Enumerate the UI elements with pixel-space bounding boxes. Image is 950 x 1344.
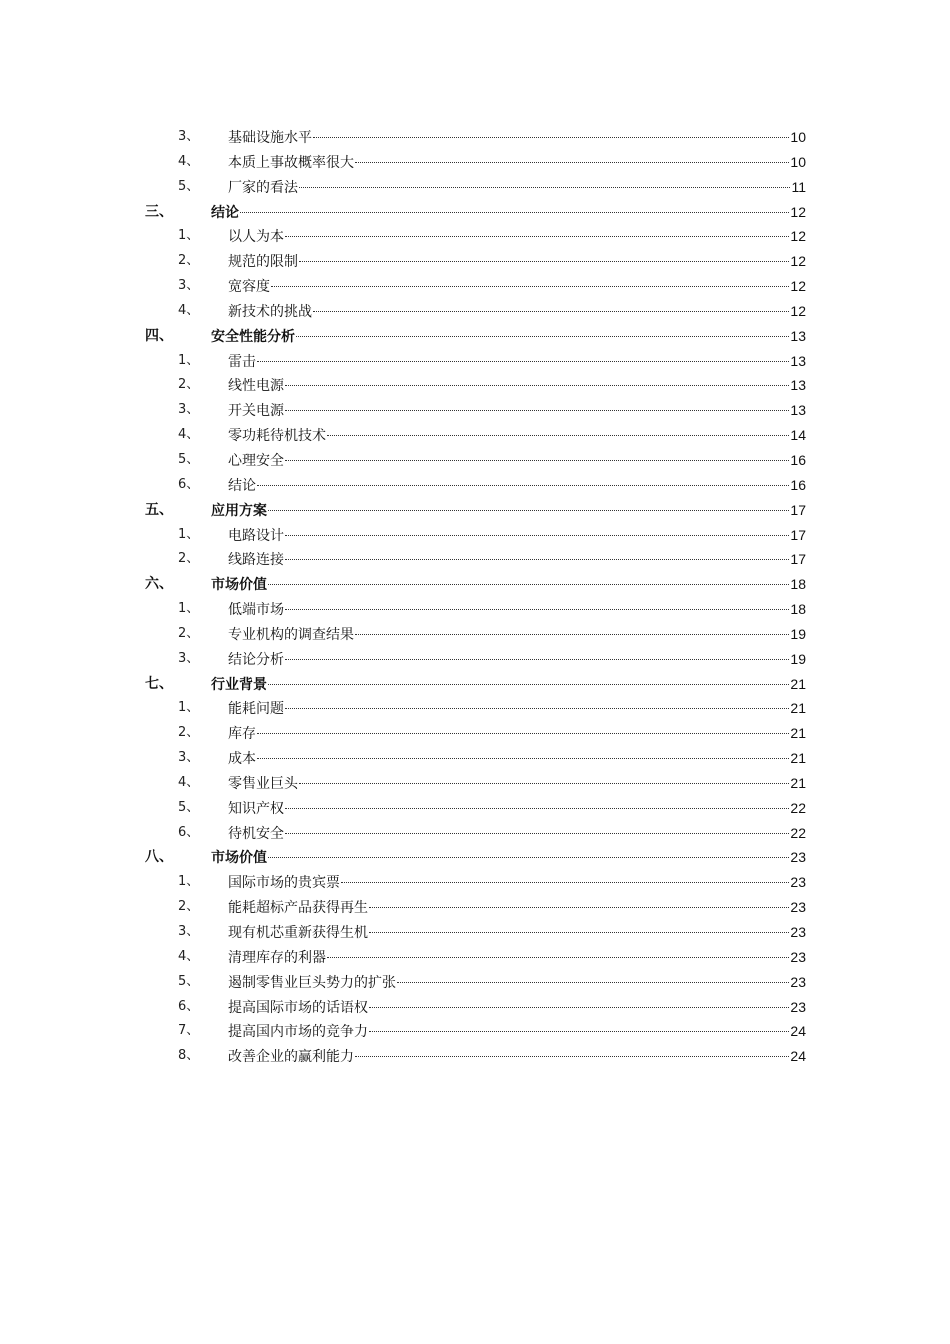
toc-entry-line xyxy=(228,746,806,772)
toc-subsection-entry[interactable] xyxy=(0,895,950,920)
toc-subsection-entry[interactable] xyxy=(0,125,950,150)
toc-subsection-entry[interactable] xyxy=(0,696,950,721)
toc-subsection-entry[interactable] xyxy=(0,1019,950,1044)
toc-subsection-entry[interactable] xyxy=(0,771,950,796)
toc-entry-title[interactable]: 厂家的看法 xyxy=(228,179,298,196)
dot-leader xyxy=(285,832,789,834)
toc-entry-line xyxy=(228,945,806,971)
toc-entry-title[interactable]: 库存 xyxy=(228,726,256,743)
toc-page-number[interactable]: 12 xyxy=(790,253,806,270)
toc-entry-title[interactable]: 基础设施水平 xyxy=(228,130,312,146)
toc-entry-number: 六、 xyxy=(145,576,173,593)
toc-entry-title[interactable]: 成本 xyxy=(228,751,256,768)
dot-leader xyxy=(285,409,789,411)
toc-entry-line xyxy=(211,498,806,524)
toc-entry-number: 3、 xyxy=(178,924,200,939)
dot-leader xyxy=(285,384,789,386)
toc-entry-number: 三、 xyxy=(145,203,173,220)
dot-leader xyxy=(355,1055,789,1057)
toc-section-entry[interactable] xyxy=(0,200,950,225)
toc-section-entry[interactable] xyxy=(0,672,950,697)
toc-section-entry[interactable] xyxy=(0,324,950,349)
toc-entry-number: 4、 xyxy=(178,774,200,790)
toc-page-number[interactable]: 24 xyxy=(790,1023,806,1040)
toc-page-number[interactable]: 21 xyxy=(790,774,806,791)
toc-entry-title[interactable]: 本质上事故概率很大 xyxy=(228,154,354,171)
toc-entry-line xyxy=(228,771,806,797)
toc-entry-line xyxy=(228,224,806,250)
toc-entry-line xyxy=(228,448,806,474)
toc-subsection-entry[interactable] xyxy=(0,473,950,498)
toc-page-number[interactable]: 17 xyxy=(790,526,806,543)
dot-leader xyxy=(268,856,789,858)
toc-subsection-entry[interactable] xyxy=(0,796,950,821)
toc-entry-number: 2、 xyxy=(178,625,200,641)
dot-leader xyxy=(257,757,789,759)
toc-entry-line xyxy=(228,1044,806,1070)
toc-entry-line xyxy=(228,1019,806,1045)
dot-leader xyxy=(285,558,789,560)
toc-entry-title[interactable]: 线路连接 xyxy=(228,552,284,569)
toc-subsection-entry[interactable] xyxy=(0,398,950,423)
toc-subsection-entry[interactable] xyxy=(0,647,950,672)
dot-leader xyxy=(327,434,789,436)
toc-page-number[interactable]: 24 xyxy=(790,1048,806,1065)
dot-leader xyxy=(313,136,789,138)
toc-page-number[interactable]: 23 xyxy=(790,998,806,1015)
toc-entry-line xyxy=(228,473,806,499)
dot-leader xyxy=(268,683,789,685)
toc-entry-title[interactable]: 结论 xyxy=(228,477,256,494)
toc-entry-number: 5、 xyxy=(178,178,200,194)
toc-entry-number: 1、 xyxy=(178,526,200,542)
toc-entry-title[interactable]: 市场价值 xyxy=(211,850,267,867)
toc-page-number[interactable]: 18 xyxy=(790,601,806,618)
toc-entry-line xyxy=(228,373,806,399)
toc-entry-number: 3、 xyxy=(178,750,200,766)
toc-page-number[interactable]: 13 xyxy=(790,352,806,369)
toc-subsection-entry[interactable] xyxy=(0,423,950,448)
toc-subsection-entry[interactable] xyxy=(0,1044,950,1069)
toc-entry-title[interactable]: 能耗超标产品获得再生 xyxy=(228,900,368,917)
dot-leader xyxy=(296,335,789,337)
toc-entry-number: 五、 xyxy=(145,501,173,518)
toc-entry-title[interactable]: 零售业巨头 xyxy=(228,775,298,792)
dot-leader xyxy=(271,285,789,287)
toc-entry-line xyxy=(228,523,806,549)
toc-entry-line xyxy=(228,398,806,424)
toc-entry-title[interactable]: 行业背景 xyxy=(211,676,267,693)
toc-page-number[interactable]: 12 xyxy=(790,203,806,220)
toc-page-number[interactable]: 16 xyxy=(790,451,806,468)
toc-entry-line xyxy=(228,995,806,1021)
toc-page-number[interactable]: 13 xyxy=(790,402,806,419)
toc-entry-number: 6、 xyxy=(178,824,200,840)
toc-entry-line xyxy=(228,721,806,747)
toc-page-number[interactable]: 12 xyxy=(790,228,806,245)
toc-entry-line xyxy=(228,547,806,573)
toc-entry-line xyxy=(228,274,806,300)
dot-leader xyxy=(369,931,789,933)
toc-entry-title[interactable]: 电路设计 xyxy=(228,527,284,544)
toc-entry-number: 四、 xyxy=(145,327,173,344)
toc-entry-number: 3、 xyxy=(178,278,200,294)
toc-entry-line xyxy=(211,200,806,226)
toc-page-number[interactable]: 23 xyxy=(790,849,806,866)
toc-entry-number: 8、 xyxy=(178,1048,200,1064)
toc-entry-line xyxy=(228,249,806,275)
toc-entry-line xyxy=(211,672,806,698)
toc-entry-line xyxy=(228,696,806,722)
dot-leader xyxy=(299,260,789,262)
toc-entry-line xyxy=(228,349,806,375)
toc-subsection-entry[interactable] xyxy=(0,349,950,374)
toc-entry-line xyxy=(228,299,806,325)
toc-entry-title[interactable]: 现有机芯重新获得生机 xyxy=(228,925,368,941)
toc-page-number[interactable]: 23 xyxy=(790,874,806,891)
toc-page-number[interactable]: 12 xyxy=(790,278,806,295)
toc-entry-title[interactable]: 待机安全 xyxy=(228,825,284,842)
toc-entry-title[interactable]: 新技术的挑战 xyxy=(228,303,312,320)
toc-entry-line xyxy=(228,895,806,921)
dot-leader xyxy=(285,807,789,809)
dot-leader xyxy=(285,707,789,709)
toc-section-entry[interactable] xyxy=(0,498,950,523)
toc-entry-title[interactable]: 知识产权 xyxy=(228,800,284,817)
dot-leader xyxy=(285,459,789,461)
dot-leader xyxy=(299,186,790,188)
toc-entry-line xyxy=(228,150,806,176)
toc-subsection-entry[interactable] xyxy=(0,870,950,895)
toc-page-number[interactable]: 21 xyxy=(790,675,806,692)
dot-leader xyxy=(369,1030,789,1032)
toc-page-number[interactable]: 10 xyxy=(790,129,806,145)
toc-subsection-entry[interactable] xyxy=(0,249,950,274)
toc-entry-number: 2、 xyxy=(178,551,200,567)
dot-leader xyxy=(285,608,789,610)
toc-entry-number: 2、 xyxy=(178,253,200,269)
toc-entry-line xyxy=(228,597,806,623)
toc-page-number[interactable]: 11 xyxy=(791,178,806,195)
toc-page-number[interactable]: 19 xyxy=(790,625,806,642)
toc-entry-line xyxy=(228,796,806,822)
toc-entry-line xyxy=(228,920,806,946)
toc-entry-number: 1、 xyxy=(178,352,200,368)
toc-entry-number: 6、 xyxy=(178,998,200,1014)
toc-entry-number: 2、 xyxy=(178,377,200,393)
dot-leader xyxy=(257,732,789,734)
toc-entry-title[interactable]: 提高国际市场的话语权 xyxy=(228,999,368,1016)
toc-entry-title[interactable]: 国际市场的贵宾票 xyxy=(228,875,340,892)
toc-entry-number: 4、 xyxy=(178,948,200,964)
toc-entry-number: 4、 xyxy=(178,302,200,318)
toc-subsection-entry[interactable] xyxy=(0,224,950,249)
toc-subsection-entry[interactable] xyxy=(0,746,950,771)
toc-entry-title[interactable]: 低端市场 xyxy=(228,602,284,619)
toc-page-number[interactable]: 23 xyxy=(790,973,806,990)
dot-leader xyxy=(355,161,789,163)
dot-leader xyxy=(257,360,789,362)
dot-leader xyxy=(313,310,789,312)
toc-page-number[interactable]: 12 xyxy=(790,302,806,319)
toc-subsection-entry[interactable] xyxy=(0,373,950,398)
toc-entry-line xyxy=(228,175,806,201)
toc-entry-number: 七、 xyxy=(145,675,173,692)
toc-page-number[interactable]: 21 xyxy=(790,700,806,717)
toc-subsection-entry[interactable] xyxy=(0,299,950,324)
toc-page-number[interactable]: 13 xyxy=(790,377,806,394)
table-of-contents xyxy=(0,125,950,1069)
dot-leader xyxy=(257,484,789,486)
toc-entry-title[interactable]: 市场价值 xyxy=(211,577,267,594)
toc-subsection-entry[interactable] xyxy=(0,995,950,1020)
toc-subsection-entry[interactable] xyxy=(0,523,950,548)
toc-subsection-entry[interactable] xyxy=(0,547,950,572)
toc-entry-title[interactable]: 线性电源 xyxy=(228,378,284,395)
toc-page-number[interactable]: 23 xyxy=(790,948,806,965)
toc-entry-line xyxy=(228,821,806,847)
toc-subsection-entry[interactable] xyxy=(0,448,950,473)
toc-page-number[interactable]: 17 xyxy=(790,551,806,568)
toc-entry-title[interactable]: 专业机构的调查结果 xyxy=(228,626,354,643)
dot-leader xyxy=(341,881,789,883)
toc-entry-number: 7、 xyxy=(178,1023,200,1039)
toc-entry-line xyxy=(228,870,806,896)
toc-entry-number: 3、 xyxy=(178,402,200,418)
toc-entry-number: 1、 xyxy=(178,700,200,716)
toc-entry-line xyxy=(228,970,806,996)
toc-entry-number: 5、 xyxy=(178,973,200,989)
toc-page-number[interactable]: 16 xyxy=(790,476,806,493)
dot-leader xyxy=(369,1006,789,1008)
toc-entry-title[interactable]: 开关电源 xyxy=(228,403,284,420)
toc-entry-title[interactable]: 安全性能分析 xyxy=(211,328,295,345)
toc-page-number[interactable]: 21 xyxy=(790,750,806,767)
toc-subsection-entry[interactable] xyxy=(0,622,950,647)
toc-page-number[interactable]: 14 xyxy=(790,427,806,444)
toc-entry-title[interactable]: 提高国内市场的竞争力 xyxy=(228,1024,368,1041)
toc-subsection-entry[interactable] xyxy=(0,175,950,200)
dot-leader xyxy=(285,534,789,536)
dot-leader xyxy=(355,633,789,635)
dot-leader xyxy=(240,211,789,213)
toc-entry-title[interactable]: 结论 xyxy=(211,204,239,221)
toc-section-entry[interactable] xyxy=(0,845,950,870)
toc-entry-title[interactable]: 宽容度 xyxy=(228,279,270,296)
toc-entry-title[interactable]: 遏制零售业巨头势力的扩张 xyxy=(228,974,396,991)
toc-page-number[interactable]: 19 xyxy=(790,650,806,667)
toc-entry-number: 1、 xyxy=(178,601,200,617)
dot-leader xyxy=(299,782,789,784)
toc-page-number[interactable]: 22 xyxy=(790,799,806,816)
toc-page-number[interactable]: 18 xyxy=(790,576,806,593)
toc-entry-number: 4、 xyxy=(178,427,200,443)
toc-page-number[interactable]: 13 xyxy=(790,327,806,344)
toc-entry-line xyxy=(228,622,806,648)
toc-entry-line xyxy=(211,572,806,598)
toc-entry-title[interactable]: 以人为本 xyxy=(228,229,284,246)
toc-entry-title[interactable]: 改善企业的赢利能力 xyxy=(228,1049,354,1066)
toc-subsection-entry[interactable] xyxy=(0,597,950,622)
toc-page-number[interactable]: 22 xyxy=(790,824,806,841)
toc-entry-number: 1、 xyxy=(178,228,200,244)
toc-subsection-entry[interactable] xyxy=(0,945,950,970)
toc-entry-title[interactable]: 雷击 xyxy=(228,353,256,370)
toc-entry-number: 6、 xyxy=(178,476,200,492)
toc-subsection-entry[interactable] xyxy=(0,150,950,175)
toc-entry-number: 3、 xyxy=(178,650,200,666)
toc-entry-title[interactable]: 规范的限制 xyxy=(228,254,298,271)
toc-entry-line xyxy=(228,423,806,449)
toc-page-number[interactable]: 21 xyxy=(790,725,806,742)
toc-page-number[interactable]: 17 xyxy=(790,501,806,518)
toc-entry-number: 4、 xyxy=(178,153,200,169)
toc-entry-title[interactable]: 能耗问题 xyxy=(228,701,284,718)
dot-leader xyxy=(268,583,789,585)
toc-subsection-entry[interactable] xyxy=(0,920,950,945)
toc-subsection-entry[interactable] xyxy=(0,970,950,995)
toc-entry-title[interactable]: 零功耗待机技术 xyxy=(228,428,326,445)
toc-entry-title[interactable]: 清理库存的利器 xyxy=(228,949,326,966)
dot-leader xyxy=(285,658,789,660)
toc-entry-title[interactable]: 结论分析 xyxy=(228,651,284,668)
toc-page-number[interactable]: 10 xyxy=(790,153,806,170)
toc-subsection-entry[interactable] xyxy=(0,721,950,746)
dot-leader xyxy=(285,235,789,237)
toc-entry-line xyxy=(228,125,806,151)
dot-leader xyxy=(397,981,789,983)
toc-section-entry[interactable] xyxy=(0,572,950,597)
toc-subsection-entry[interactable] xyxy=(0,274,950,299)
dot-leader xyxy=(268,509,789,511)
toc-entry-number: 1、 xyxy=(178,874,200,890)
dot-leader xyxy=(327,956,789,958)
toc-entry-line xyxy=(211,845,806,871)
toc-entry-number: 5、 xyxy=(178,799,200,815)
toc-page-number[interactable]: 23 xyxy=(790,924,806,940)
dot-leader xyxy=(369,906,789,908)
toc-entry-number: 3、 xyxy=(178,129,200,144)
toc-page-number[interactable]: 23 xyxy=(790,899,806,916)
toc-entry-number: 2、 xyxy=(178,725,200,741)
toc-entry-number: 5、 xyxy=(178,451,200,467)
toc-entry-title[interactable]: 应用方案 xyxy=(211,502,267,519)
toc-subsection-entry[interactable] xyxy=(0,821,950,846)
toc-entry-number: 八、 xyxy=(145,849,173,866)
toc-entry-number: 2、 xyxy=(178,899,200,915)
toc-entry-line xyxy=(228,647,806,673)
toc-entry-line xyxy=(211,324,806,350)
toc-entry-title[interactable]: 心理安全 xyxy=(228,452,284,469)
